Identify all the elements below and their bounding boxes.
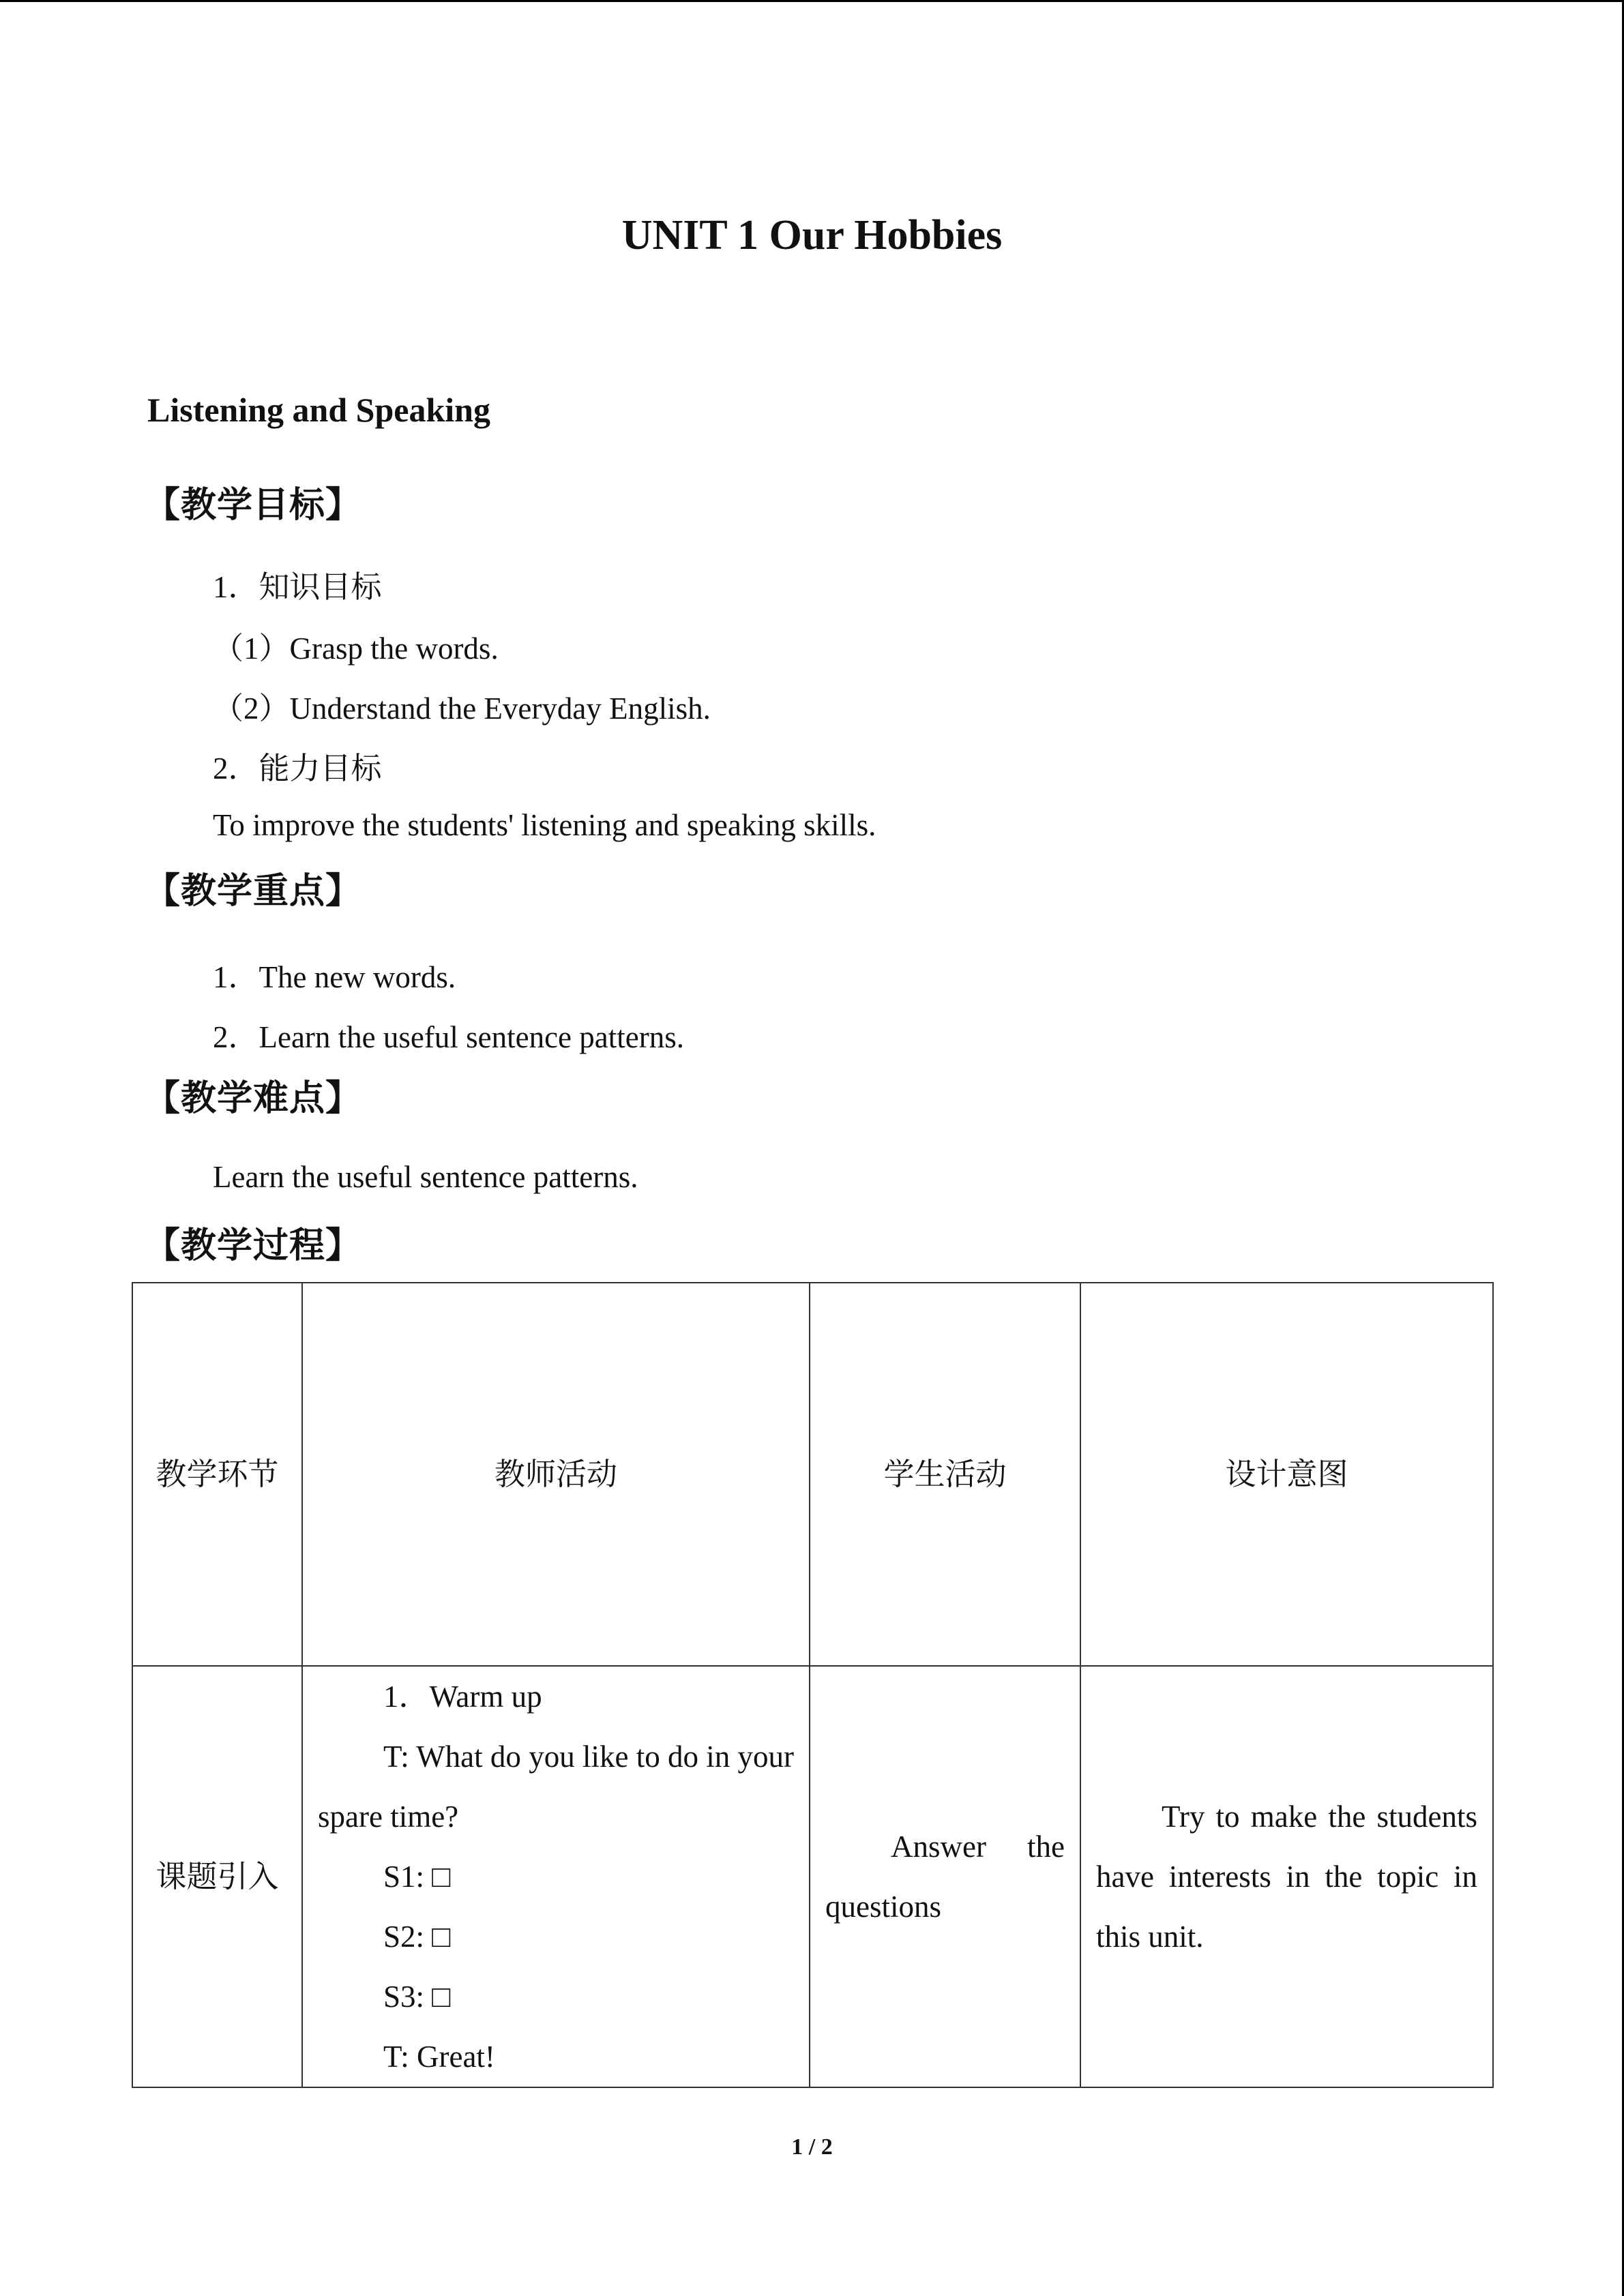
process-heading: 【教学过程】	[145, 1227, 362, 1266]
teacher-activity-cell	[302, 1666, 810, 2087]
difficulties-heading: 【教学难点】	[145, 1079, 362, 1118]
knowledge-goal-item-2: （2）Understand the Everyday English.	[213, 691, 711, 726]
objectives-heading: 【教学目标】	[145, 486, 362, 525]
teacher-question: T: What do you like to do in your spare time?	[318, 1740, 794, 1834]
design-intent-cell: Try to make the students have interests in the topic in this unit.	[1080, 1666, 1493, 2087]
table-header-row	[132, 1283, 1493, 1666]
knowledge-goal-heading: 1．知识目标	[213, 570, 382, 604]
ability-goal-heading: 2．能力目标	[213, 751, 382, 786]
student-activity-cell: Answer the questions	[810, 1666, 1080, 2087]
knowledge-goal-item-1: （1）Grasp the words.	[213, 631, 499, 666]
table-row	[132, 1666, 1493, 2087]
page-number: 1 / 2	[791, 2134, 833, 2160]
student-3-response: S3: □	[383, 1980, 451, 2014]
ability-goal-text: To improve the students' listening and speaking skills.	[213, 808, 876, 842]
header-stage: 教学环节	[132, 1283, 302, 1666]
key-points-heading: 【教学重点】	[145, 872, 362, 911]
header-design-intent: 设计意图	[1080, 1283, 1493, 1666]
key-point-item-1: 1．The new words.	[213, 960, 456, 994]
header-teacher-activity: 教师活动	[302, 1283, 810, 1666]
document-title: UNIT 1 Our Hobbies	[621, 212, 1003, 258]
teaching-process-table	[132, 1282, 1494, 2088]
key-point-item-2: 2．Learn the useful sentence patterns.	[213, 1020, 684, 1054]
page-border-top	[0, 0, 1624, 2]
header-student-activity: 学生活动	[810, 1283, 1080, 1666]
warm-up-line: 1．Warm up	[383, 1680, 542, 1714]
student-2-response: S2: □	[383, 1920, 451, 1954]
student-1-response: S1: □	[383, 1860, 451, 1894]
difficulties-text: Learn the useful sentence patterns.	[213, 1160, 638, 1194]
stage-cell: 课题引入	[132, 1666, 302, 2087]
lesson-subtitle: Listening and Speaking	[147, 391, 490, 429]
teacher-closing: T: Great!	[383, 2040, 495, 2074]
